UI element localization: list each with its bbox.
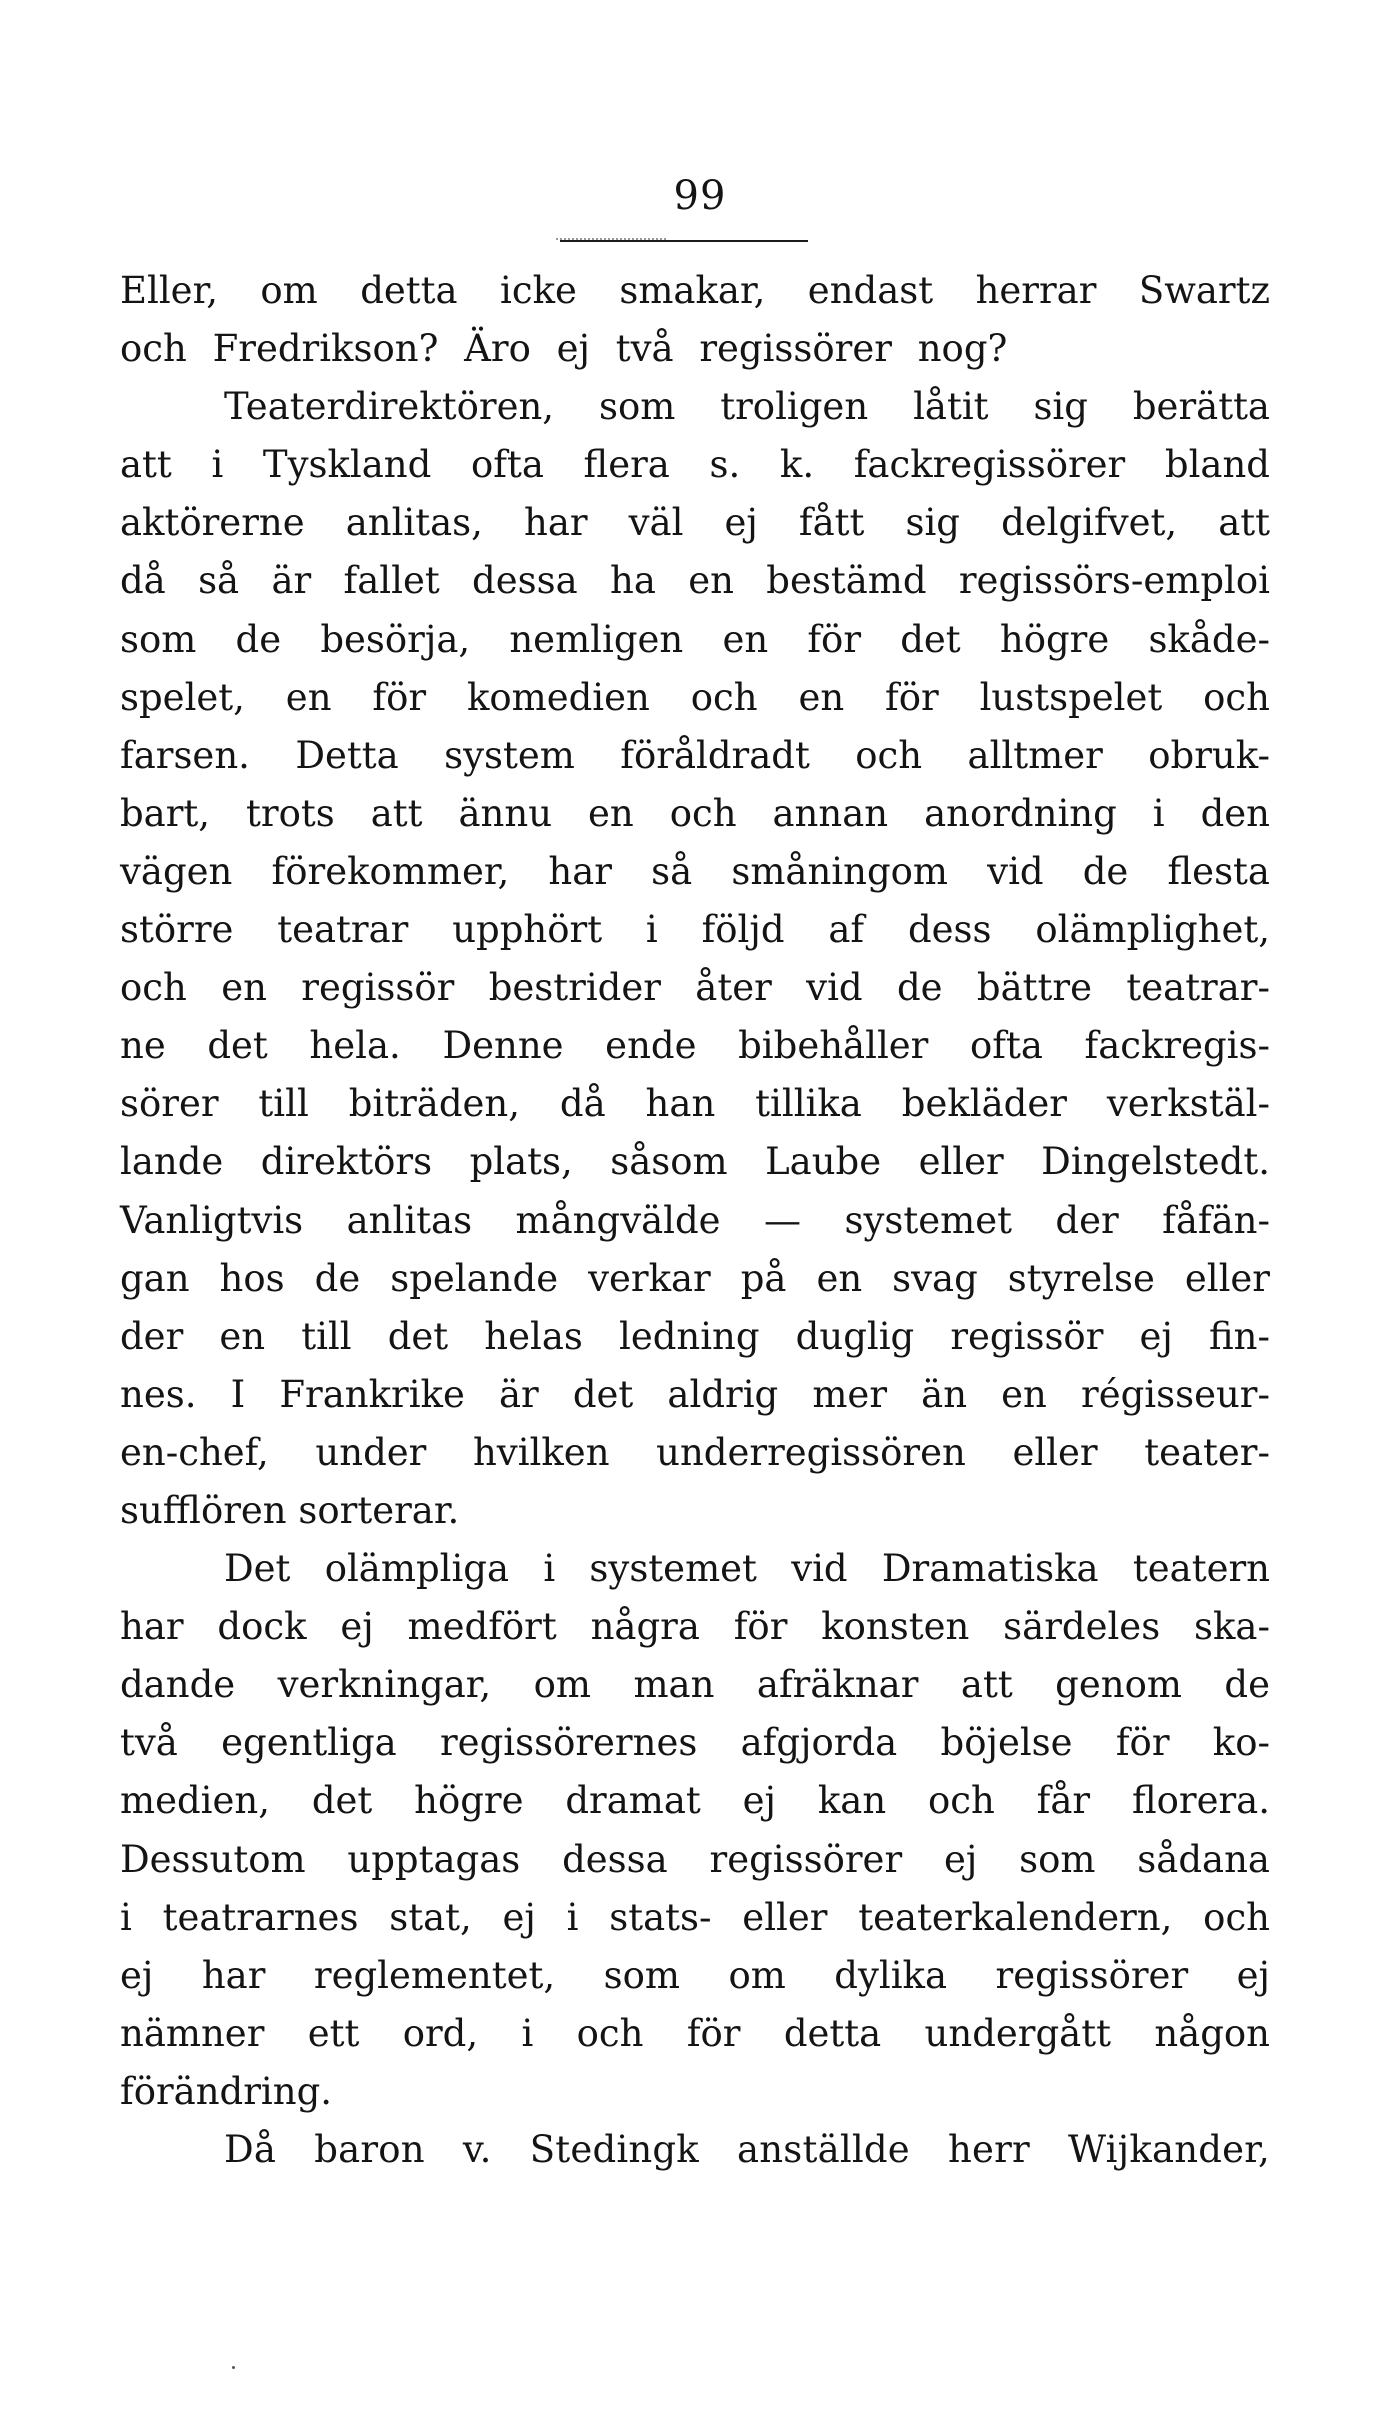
text-line: Vanligtvis anlitas mångvälde — systemet der fåfän- (120, 1198, 1270, 1242)
text-line: sörer till biträden, då han tillika bekläder verkstäl- (120, 1082, 1270, 1126)
text-line: der en till det helas ledning duglig regissör ej fin- (120, 1314, 1270, 1358)
text-line: Teaterdirektören, som troligen låtit sig berätta (224, 385, 1270, 429)
text-line: medien, det högre dramat ej kan och får florera. (120, 1779, 1270, 1823)
text-line: ne det hela. Denne ende bibehåller ofta fackregis- (120, 1024, 1270, 1068)
text-line: sufflören sorterar. (120, 1488, 460, 1532)
text-line: vägen förekommer, har så småningom vid de flesta (120, 849, 1270, 893)
text-line: gan hos de spelande verkar på en svag styrelse eller (120, 1256, 1270, 1300)
text-line: bart, trots att ännu en och annan anordning i den (120, 791, 1270, 835)
text-line: spelet, en för komedien och en för lustspelet och (120, 675, 1270, 719)
text-line: Eller, om detta icke smakar, endast herrar Swartz (120, 269, 1270, 312)
text-line: som de besörja, nemligen en för det högre skåde- (120, 617, 1270, 661)
text-line: och en regissör bestrider åter vid de bättre teatrar- (120, 966, 1270, 1010)
text-line: Det olämpliga i systemet vid Dramatiska teatern (224, 1547, 1270, 1591)
text-line: då så är fallet dessa ha en bestämd regissörs-emploi (120, 559, 1270, 603)
text-line: farsen. Detta system föråldradt och alltmer obruk- (120, 733, 1270, 777)
text-line: förändring. (120, 2069, 333, 2113)
text-line: en-chef, under hvilken underregissören eller teater- (120, 1430, 1270, 1474)
text-line: ej har reglementet, som om dylika regissörer ej (120, 1953, 1270, 1997)
text-line: i teatrarnes stat, ej i stats- eller teaterkalendern, och (120, 1895, 1270, 1939)
ink-speck (232, 2366, 235, 2369)
text-line: och Fredrikson? Äro ej två regissörer nog? (120, 327, 1008, 371)
body-text (120, 262, 1270, 2179)
text-line: har dock ej medfört några för konsten särdeles ska- (120, 1605, 1270, 1649)
text-line: Dessutom upptagas dessa regissörer ej som sådana (120, 1837, 1270, 1881)
text-line: lande direktörs plats, såsom Laube eller Dingelstedt. (120, 1140, 1270, 1184)
text-line: Då baron v. Stedingk anställde herr Wijkander, (224, 2128, 1270, 2171)
page-number: 99 (673, 173, 727, 219)
text-line: två egentliga regissörernes afgjorda böjelse för ko- (120, 1721, 1270, 1765)
text-line: större teatrar upphört i följd af dess olämplighet, (120, 908, 1270, 952)
text-line: aktörerne anlitas, har väl ej fått sig delgifvet, att (120, 501, 1270, 545)
text-line: att i Tyskland ofta flera s. k. fackregissörer bland (120, 443, 1270, 487)
text-line: nämner ett ord, i och för detta undergått någon (120, 2011, 1270, 2055)
header-rule (560, 240, 808, 242)
text-line: nes. I Frankrike är det aldrig mer än en régisseur- (120, 1372, 1270, 1416)
text-line: dande verkningar, om man afräknar att genom de (120, 1663, 1270, 1707)
